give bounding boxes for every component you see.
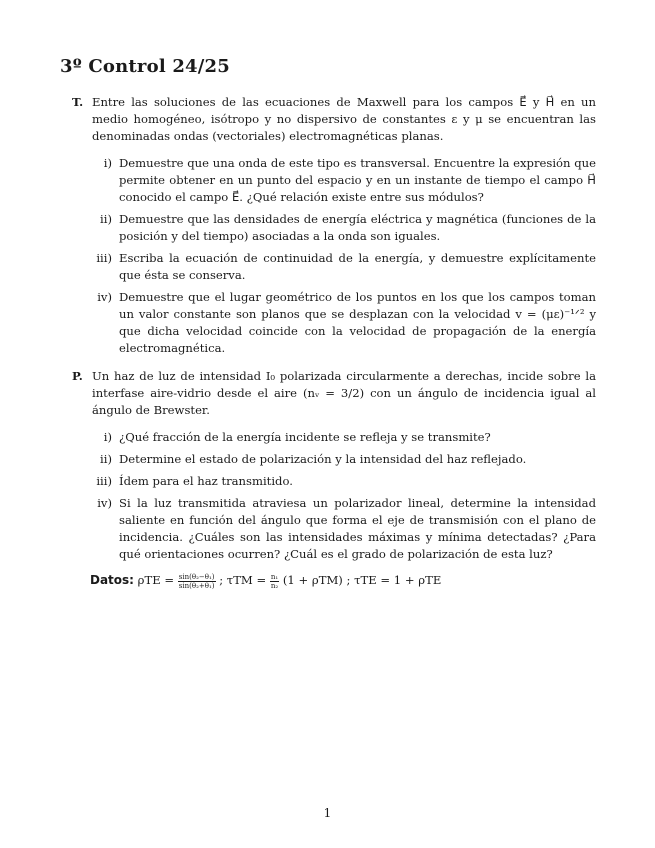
item-number: ii) bbox=[100, 212, 112, 226]
item-number: iv) bbox=[97, 290, 112, 304]
tau-tm-fraction bbox=[270, 573, 279, 590]
rho-te-denominator: sin(θ₂+θ₁) bbox=[178, 581, 215, 590]
data-formulas bbox=[90, 572, 596, 590]
list-item bbox=[72, 289, 596, 357]
rho-te-lhs: ρTE = bbox=[137, 573, 175, 587]
list-item bbox=[72, 155, 596, 206]
item-text: ¿Qué fracción de la energía incidente se refleja y se transmite? bbox=[119, 430, 491, 444]
item-number: iii) bbox=[96, 251, 112, 265]
problem-t-tag: T. bbox=[72, 95, 84, 109]
item-text: Ídem para el haz transmitido. bbox=[119, 474, 293, 488]
data-label: Datos: bbox=[90, 573, 134, 587]
item-number: iii) bbox=[96, 474, 112, 488]
list-item bbox=[72, 211, 596, 245]
page-title: 3º Control 24/25 bbox=[60, 56, 230, 77]
rho-te-fraction bbox=[178, 573, 216, 590]
problem-p-tag: P. bbox=[72, 369, 83, 383]
page-number: 1 bbox=[323, 806, 332, 820]
item-text: Escriba la ecuación de continuidad de la energía, y demuestre explícitamente que ésta se conserva. bbox=[119, 251, 596, 282]
item-text: Demuestre que las densidades de energía eléctrica y magnética (funciones de la posición y del tiempo) asociadas a la onda son iguales. bbox=[119, 212, 596, 243]
item-text: Demuestre que el lugar geométrico de los puntos en los que los campos toman un valor constante son planos que se desplazan con la velocidad v = (με)⁻¹ᐟ² y que dicha velocidad coincide con la velocidad de propagación de la energía electromagnética. bbox=[119, 290, 596, 355]
list-item bbox=[72, 250, 596, 284]
item-text: Si la luz transmitida atraviesa un polarizador lineal, determine la intensidad saliente en función del ángulo que forma el eje de transmisión con el plano de incidencia. ¿Cuáles son las intensidades máximas y mínima detectadas? ¿Para qué orientaciones ocurren? ¿Cuál es el grado de polarización de esta luz? bbox=[119, 496, 596, 561]
problem-p bbox=[72, 368, 596, 590]
tau-tm-lhs: ; τTM = bbox=[219, 573, 267, 587]
item-number: ii) bbox=[100, 452, 112, 466]
rho-te-numerator: sin(θ₂−θ₁) bbox=[178, 572, 215, 581]
list-item bbox=[72, 429, 596, 446]
list-item bbox=[72, 495, 596, 563]
problem-p-items bbox=[72, 429, 596, 563]
item-text: Determine el estado de polarización y la intensidad del haz reflejado. bbox=[119, 452, 527, 466]
item-number: i) bbox=[103, 156, 112, 170]
tau-tm-denominator: n₂ bbox=[270, 581, 279, 590]
tau-tm-numerator: n₁ bbox=[270, 572, 279, 581]
item-number: i) bbox=[103, 430, 112, 444]
tau-tm-rhs: (1 + ρTM) ; τTE = 1 + ρTE bbox=[282, 573, 442, 587]
list-item bbox=[72, 473, 596, 490]
problem-t-intro: Entre las soluciones de las ecuaciones de Maxwell para los campos E⃗ y H⃗ en un medio homogéneo, isótropo y no dispersivo de constantes ε y μ se encuentran las denominadas ondas (vectoriales) electromagnéticas planas. bbox=[92, 95, 596, 143]
problem-t bbox=[72, 94, 596, 362]
item-number: iv) bbox=[97, 496, 112, 510]
problem-t-items bbox=[72, 155, 596, 357]
problem-p-intro: Un haz de luz de intensidad I₀ polarizada circularmente a derechas, incide sobre la interfase aire-vidrio desde el aire (nᵥ = 3/2) con un ángulo de incidencia igual al ángulo de Brewster. bbox=[92, 369, 596, 417]
list-item bbox=[72, 451, 596, 468]
item-text: Demuestre que una onda de este tipo es transversal. Encuentre la expresión que permite obtener en un punto del espacio y en un instante de tiempo el campo H⃗ conocido el campo E⃗. ¿Qué relación existe entre sus módulos? bbox=[119, 156, 596, 204]
